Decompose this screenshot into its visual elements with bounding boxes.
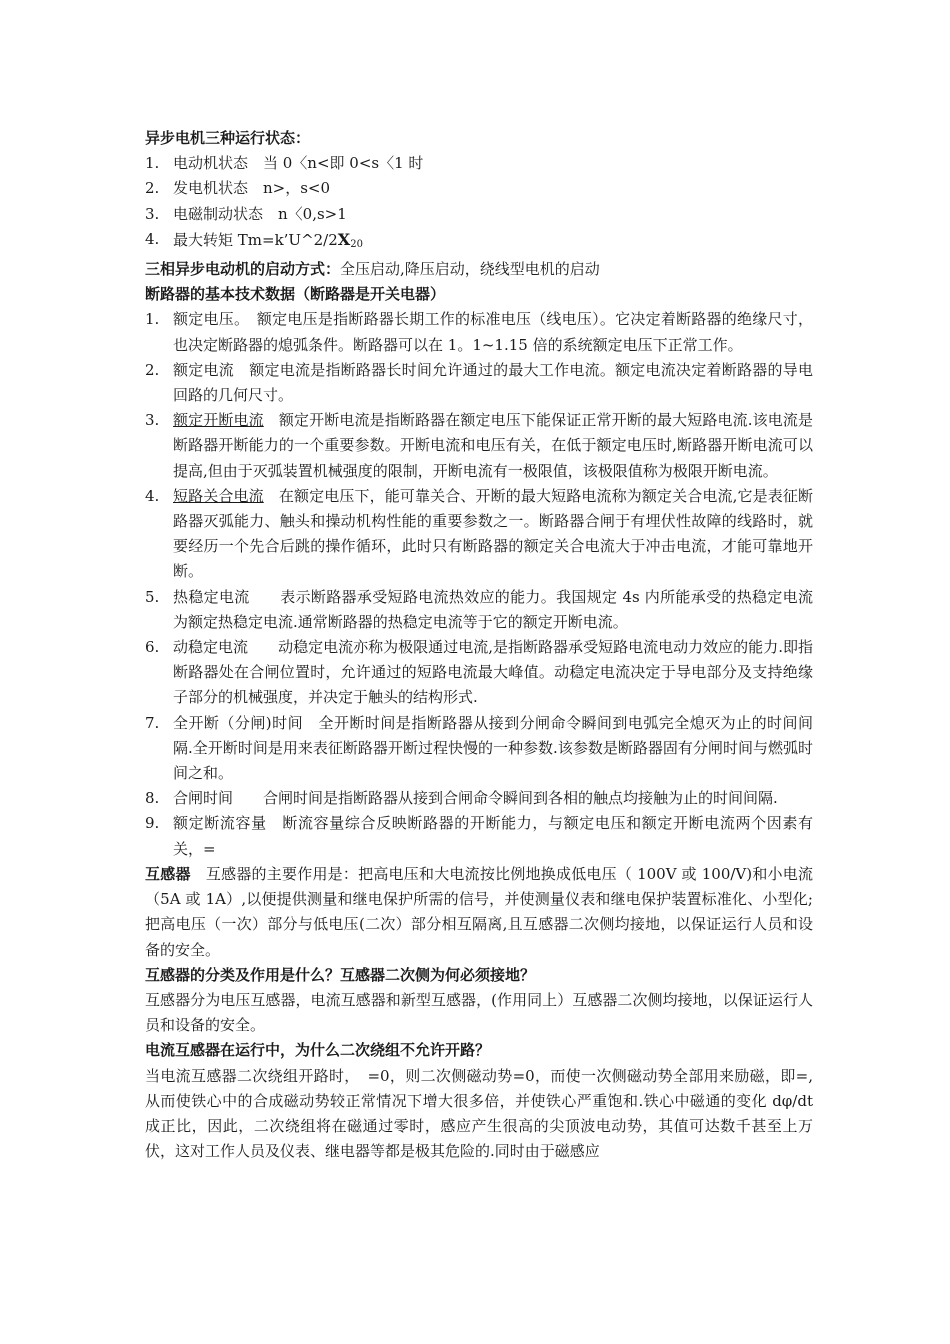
item-term: 额定开断电流 xyxy=(173,411,264,430)
item-text: 动稳定电流亦称为极限通过电流,是指断路器承受短路电流电动力效应的能力.即指断路器处在合闸位置时，允许通过的短路电流最大峰值。动稳定电流决定于导电部分及支持绝缘子部分的机械强度，并决定于触头的结构形式. xyxy=(173,638,813,707)
item-number: 1. xyxy=(145,154,160,173)
section-ct-open-circuit-text: 当电流互感器二次绕组开路时， =0，则二次侧磁动势=0，而使一次侧磁动势全部用来励磁，即=,从而使铁心中的合成磁动势较正常情况下增大很多倍，并使铁心严重饱和.铁心中磁通的变化 dφ/dt 成正比，因此，二次绕组将在磁通过零时，感应产生很高的尖顶波电动势，其值可达数千甚至上万伏，这对工作人员及仪表、继电器等都是极其危险的.同时由于磁感应 xyxy=(145,1066,813,1161)
list-item xyxy=(145,585,813,635)
item-text: 最大转矩 Tm=k’U^2/2 xyxy=(173,230,338,249)
list-item xyxy=(145,227,813,257)
item-term: 全开断（分闸)时间 xyxy=(173,713,304,732)
item-number: 1. xyxy=(145,310,160,329)
item-number: 8. xyxy=(145,789,160,808)
section-breaker-title: 断路器的基本技术数据（断路器是开关电器） xyxy=(145,285,446,304)
list-item xyxy=(145,202,813,227)
list-item xyxy=(145,484,813,585)
item-text: 合闸时间是指断路器从接到合闸命令瞬间到各相的触点均接触为止的时间间隔. xyxy=(233,789,778,808)
section-async-motor-title: 异步电机三种运行状态： xyxy=(145,129,311,147)
item-number: 9. xyxy=(145,814,160,833)
item-text: 全开断时间是指断路器从接到分闸命令瞬间到电弧完全熄灭为止的时间间隔.全开断时间是用来表征断路器开断过程快慢的一种参数.该参数是断路器固有分闸时间与燃弧时间之和。 xyxy=(173,713,813,783)
list-item xyxy=(145,307,813,357)
item-number: 5. xyxy=(145,587,160,606)
list-item xyxy=(145,176,813,201)
list-item xyxy=(145,786,813,811)
document-body xyxy=(145,126,813,1164)
item-text: 电磁制动状态 n〈0,s>1 xyxy=(173,204,347,223)
section-transformer-title: 互感器 xyxy=(145,864,191,883)
list-item xyxy=(145,151,813,176)
breaker-data-list xyxy=(145,307,813,861)
section-start-methods-text: 全压启动,降压启动，绕线型电机的启动 xyxy=(340,260,600,279)
section-start-methods xyxy=(145,257,813,282)
item-text: 额定电压是指断路器长期工作的标准电压（线电压）。它决定着断路器的绝缘尺寸，也决定断路器的熄弧条件。断路器可以在 1。1~1.15 倍的系统额定电压下正常工作。 xyxy=(173,310,813,354)
list-item xyxy=(145,811,813,861)
item-text: 断流容量综合反映断路器的开断能力，与额定电压和额定开断电流两个因素有关，= xyxy=(173,814,813,858)
list-item xyxy=(145,711,813,787)
list-item xyxy=(145,408,813,484)
item-term: 热稳定电流 xyxy=(173,587,250,606)
item-term: 动稳定电流 xyxy=(173,638,249,657)
section-start-methods-title: 三相异步电动机的启动方式： xyxy=(145,260,341,279)
item-text: 发电机状态 n>，s<0 xyxy=(173,179,331,198)
item-term: 额定电流 xyxy=(173,360,234,379)
item-term: 合闸时间 xyxy=(173,789,234,808)
item-text: 在额定电压下，能可靠关合、开断的最大短路电流称为额定关合电流,它是表征断路器灭弧能力、触头和操动机构性能的重要参数之一。断路器合闸于有埋伏性故障的线路时，就要经历一个先合后跳的操作循环，此时只有断路器的额定关合电流大于冲击电流，才能可靠地开断。 xyxy=(173,486,813,581)
item-number: 7. xyxy=(145,713,160,732)
item-number: 2. xyxy=(145,360,160,379)
item-number: 3. xyxy=(145,204,160,223)
list-item xyxy=(145,358,813,408)
item-number: 4. xyxy=(145,486,160,505)
item-number: 4. xyxy=(145,229,160,248)
item-number: 3. xyxy=(145,411,160,430)
item-text: 电动机状态 当 0〈n<即 0<s〈1 时 xyxy=(173,154,424,173)
async-motor-states-list xyxy=(145,151,813,257)
item-term: 短路关合电流 xyxy=(173,486,264,505)
item-number: 6. xyxy=(145,638,160,657)
item-term: 额定断流容量 xyxy=(173,814,267,833)
list-item xyxy=(145,635,813,711)
item-text: 额定电流是指断路器长时间允许通过的最大工作电流。额定电流决定着断路器的导电回路的几何尺寸。 xyxy=(173,360,813,405)
section-transformer xyxy=(145,862,813,963)
formula-x: X xyxy=(337,229,351,249)
item-text: 额定开断电流是指断路器在额定电压下能保证正常开断的最大短路电流.该电流是断路器开断能力的一个重要参数。开断电流和电压有关，在低于额定电压时,断路器开断电流可以提高,但由于灭弧装置机械强度的限制，开断电流有一极限值，该极限值称为极限开断电流。 xyxy=(173,411,813,480)
item-term: 额定电压。 xyxy=(173,310,242,329)
section-transformer-text: 互感器的主要作用是：把高电压和大电流按比例地换成低电压（ 100V 或 100/V)和小电流（5A 或 1A）,以便提供测量和继电保护所需的信号，并使测量仪表和继电保护装置标准化、小型化;把高电压（一次）部分与低电压(二次）部分相互隔离,且互感器二次侧均接地，以保证运行人员和设备的安全。 xyxy=(145,864,813,959)
section-transformer-types-text: 互感器分为电压互感器，电流互感器和新型互感器，(作用同上）互感器二次侧均接地，以保证运行人员和设备的安全。 xyxy=(145,990,813,1035)
section-ct-open-circuit-title: 电流互感器在运行中，为什么二次绕组不允许开路？ xyxy=(145,1041,491,1060)
formula-subscript: 20 xyxy=(350,238,363,250)
section-transformer-types-title: 互感器的分类及作用是什么？互感器二次侧为何必须接地？ xyxy=(145,965,536,984)
item-text: 表示断路器承受短路电流热效应的能力。我国规定 4s 内所能承受的热稳定电流为额定热稳定电流.通常断路器的热稳定电流等于它的额定开断电流。 xyxy=(173,587,813,631)
item-number: 2. xyxy=(145,179,160,198)
